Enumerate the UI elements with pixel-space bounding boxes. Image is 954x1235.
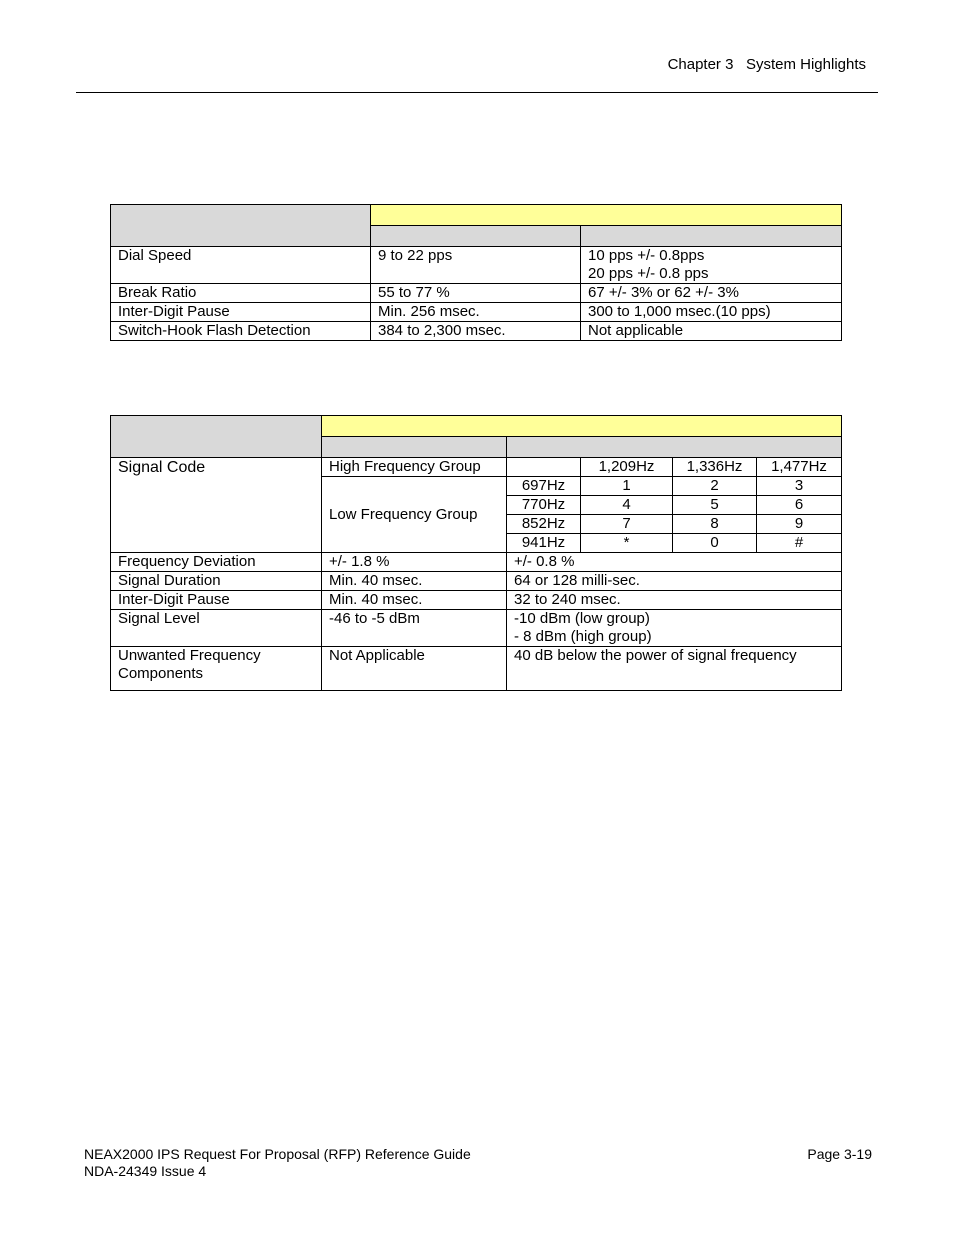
high-freq: 1,477Hz bbox=[757, 458, 842, 477]
dtmf-key: 7 bbox=[581, 515, 673, 534]
row-value: 67 +/- 3% or 62 +/- 3% bbox=[581, 284, 842, 303]
table-row bbox=[111, 553, 842, 572]
table-row bbox=[111, 591, 842, 610]
dtmf-key: * bbox=[581, 534, 673, 553]
dial-pulse-table bbox=[110, 204, 842, 341]
row-value: +/- 0.8 % bbox=[507, 553, 842, 572]
dtmf-key: # bbox=[757, 534, 842, 553]
section-label: System Highlights bbox=[745, 56, 866, 73]
row-value: 55 to 77 % bbox=[371, 284, 581, 303]
table-row bbox=[111, 284, 842, 303]
row-value: Min. 40 msec. bbox=[322, 572, 507, 591]
row-label: Frequency Deviation bbox=[111, 553, 322, 572]
row-value: -46 to -5 dBm bbox=[322, 610, 507, 647]
table-row bbox=[111, 647, 842, 691]
low-freq: 770Hz bbox=[507, 496, 581, 515]
signal-code-label: Signal Code bbox=[111, 458, 322, 553]
table-row bbox=[111, 247, 842, 284]
header-yellow-cell bbox=[371, 205, 842, 226]
footer-page-number: Page 3-19 bbox=[807, 1146, 872, 1162]
high-freq: 1,209Hz bbox=[581, 458, 673, 477]
row-value: Not applicable bbox=[581, 322, 842, 341]
row-label: Switch-Hook Flash Detection bbox=[111, 322, 371, 341]
row-value: 32 to 240 msec. bbox=[507, 591, 842, 610]
row-value: Min. 40 msec. bbox=[322, 591, 507, 610]
dtmf-key: 8 bbox=[673, 515, 757, 534]
table-row bbox=[111, 572, 842, 591]
row-label: Signal Duration bbox=[111, 572, 322, 591]
dtmf-key: 2 bbox=[673, 477, 757, 496]
value-line: - 8 dBm (high group) bbox=[514, 628, 652, 645]
row-value bbox=[507, 610, 842, 647]
row-value: 9 to 22 pps bbox=[371, 247, 581, 284]
table-row bbox=[111, 322, 842, 341]
header-blank-cell bbox=[111, 416, 322, 458]
chapter-label: Chapter 3 bbox=[667, 56, 734, 73]
subheader-cell bbox=[507, 437, 842, 458]
row-value bbox=[581, 247, 842, 284]
dtmf-table bbox=[110, 415, 842, 691]
value-line: 20 pps +/- 0.8 pps bbox=[588, 265, 709, 282]
row-value: Min. 256 msec. bbox=[371, 303, 581, 322]
dtmf-key: 6 bbox=[757, 496, 842, 515]
subheader-cell bbox=[371, 226, 581, 247]
subheader-cell bbox=[322, 437, 507, 458]
blank-cell bbox=[507, 458, 581, 477]
dtmf-key: 3 bbox=[757, 477, 842, 496]
footer-left bbox=[84, 1146, 471, 1180]
header-yellow-cell bbox=[322, 416, 842, 437]
subheader-cell bbox=[581, 226, 842, 247]
table-row bbox=[111, 458, 842, 477]
row-label: Signal Level bbox=[111, 610, 322, 647]
page-header bbox=[668, 56, 866, 73]
label-line: Components bbox=[118, 665, 204, 682]
dtmf-key: 0 bbox=[673, 534, 757, 553]
row-label: Inter-Digit Pause bbox=[111, 303, 371, 322]
row-label: Inter-Digit Pause bbox=[111, 591, 322, 610]
dtmf-key: 5 bbox=[673, 496, 757, 515]
table-row bbox=[111, 610, 842, 647]
value-line: 10 pps +/- 0.8pps bbox=[588, 247, 705, 264]
value-line: -10 dBm (low group) bbox=[514, 610, 650, 627]
footer-doc-id: NDA-24349 Issue 4 bbox=[84, 1163, 207, 1179]
row-label: Dial Speed bbox=[111, 247, 371, 284]
row-value: 64 or 128 milli-sec. bbox=[507, 572, 842, 591]
low-freq: 852Hz bbox=[507, 515, 581, 534]
high-group-label: High Frequency Group bbox=[322, 458, 507, 477]
dtmf-key: 1 bbox=[581, 477, 673, 496]
row-value: 384 to 2,300 msec. bbox=[371, 322, 581, 341]
dtmf-key: 4 bbox=[581, 496, 673, 515]
footer-title: NEAX2000 IPS Request For Proposal (RFP) Reference Guide bbox=[84, 1146, 471, 1162]
row-value: 300 to 1,000 msec.(10 pps) bbox=[581, 303, 842, 322]
low-freq: 697Hz bbox=[507, 477, 581, 496]
row-value: 40 dB below the power of signal frequency bbox=[507, 647, 842, 691]
label-line: Unwanted Frequency bbox=[118, 647, 261, 664]
row-value: Not Applicable bbox=[322, 647, 507, 691]
row-value: +/- 1.8 % bbox=[322, 553, 507, 572]
low-freq: 941Hz bbox=[507, 534, 581, 553]
dtmf-key: 9 bbox=[757, 515, 842, 534]
row-label bbox=[111, 647, 322, 691]
high-freq: 1,336Hz bbox=[673, 458, 757, 477]
row-label: Break Ratio bbox=[111, 284, 371, 303]
header-blank-cell bbox=[111, 205, 371, 247]
header-divider bbox=[76, 92, 878, 93]
table-row bbox=[111, 303, 842, 322]
low-group-label: Low Frequency Group bbox=[322, 477, 507, 553]
